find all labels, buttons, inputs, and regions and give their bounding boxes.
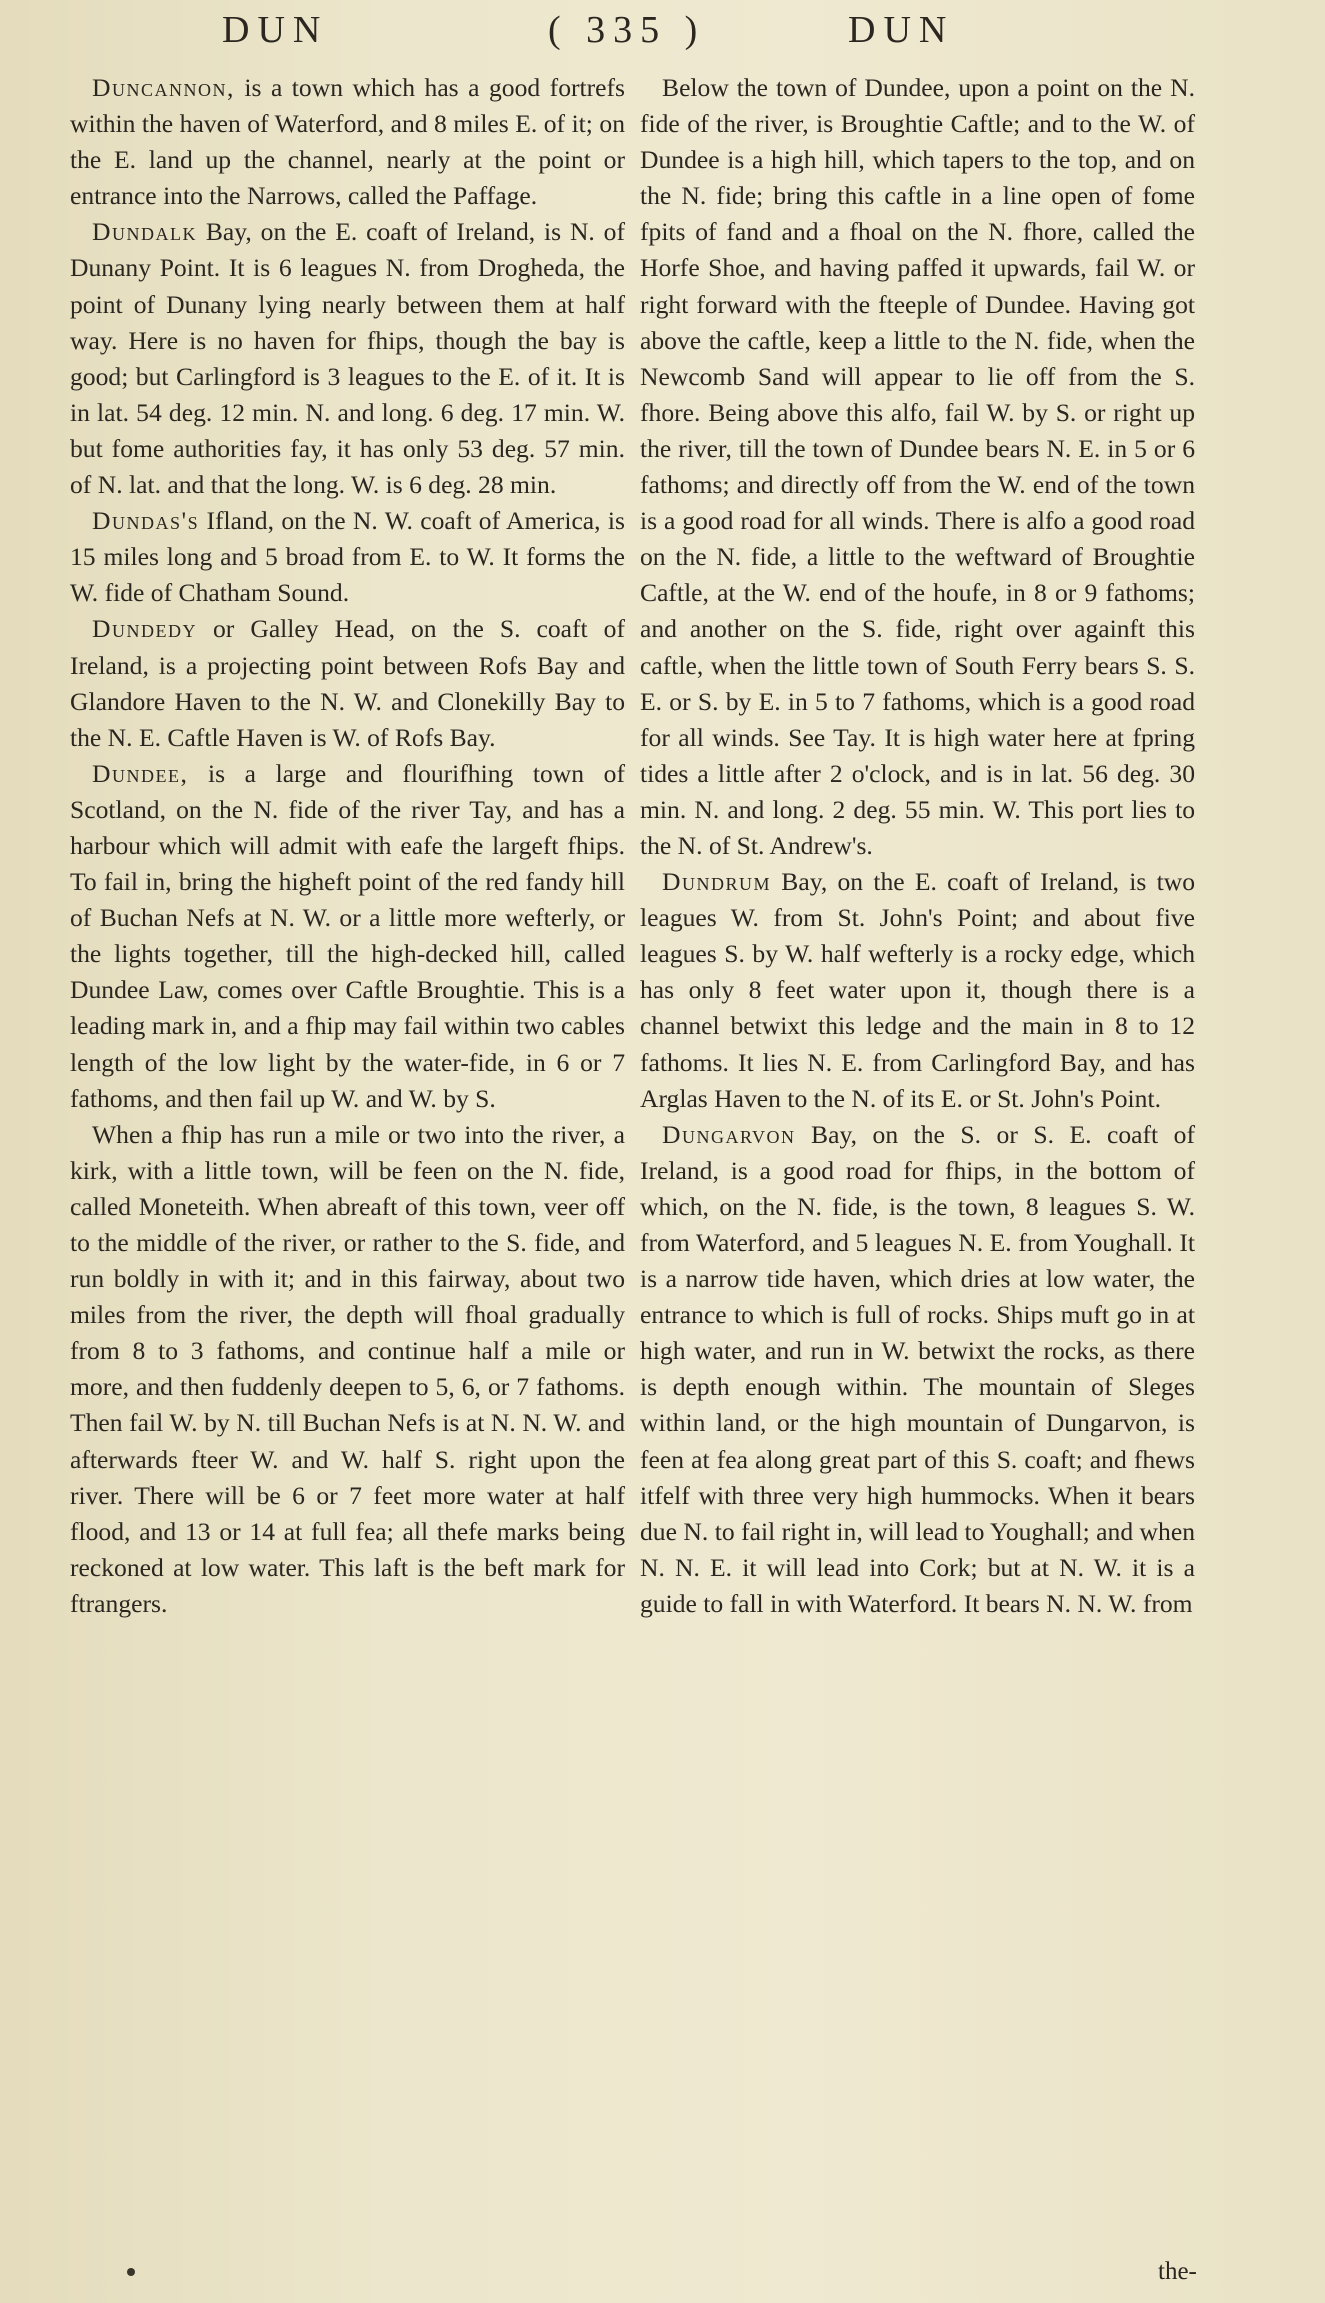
entry-head: Dungarvon [662,1119,796,1149]
entry-dundalk [70,214,625,503]
left-column [70,70,625,1622]
entry-dundas [70,503,625,611]
entry-dundee-continued [70,1117,625,1622]
entry-text: is a town which has a good fortrefs within the haven of Waterford, and 8 miles E. of it; on the E. land up the channel, nearly at the point or entrance into the Narrows, called the Paffage. [70,73,625,211]
entry-text: is a large and flourifhing town of Scotland, on the N. fide of the river Tay, and has a harbour which will admit with eafe the largeft fhips. To fail in, bring the higheft point of the red fandy hill of Buchan Nefs at N. W. or a little more wefterly, or the lights together, till the high-decked hill, called Dundee Law, comes over Caftle Broughtie. This is a leading mark in, and a fhip may fail within two cables length of the low light by the water-fide, in 6 or 7 fathoms, and then fail up W. and W. by S. [70,758,625,1113]
right-column [640,70,1195,1622]
entry-text: Bay, on the E. coaft of Ireland, is N. of Dunany Point. It is 6 leagues N. from Drogheda, the point of Dunany lying nearly between them at half way. Here is no haven for fhips, though the bay is good; but Carlingford is 3 leagues to the E. of it. It is in lat. 54 deg. 12 min. N. and long. 6 deg. 17 min. W. but fome authorities fay, it has only 53 deg. 57 min. of N. lat. and that the long. W. is 6 deg. 28 min. [70,217,625,500]
header-left-word: DUN [222,9,329,51]
entry-dundrum [640,864,1195,1117]
printer-mark [127,2268,135,2276]
entry-text: Below the town of Dundee, upon a point on the N. fide of the river, is Broughtie Caftle; and to the W. of Dundee is a high hill, which tapers to the top, and on the N. fide; bring this caftle in a line open of fome fpits of fand and a fhoal on the N. fhore, called the Horfe Shoe, and having paffed it upwards, fail W. or right forward with the fteeple of Dundee. Having got above the caftle, keep a little to the N. fide, when the Newcomb Sand will appear to lie off from the S. fhore. Being above this alfo, fail W. by S. or right up the river, till the town of Dundee bears N. E. in 5 or 6 fathoms; and directly off from the W. end of the town is a good road for all winds. There is alfo a good road on the N. fide, a little to the weftward of Broughtie Caftle, at the W. end of the houfe, in 8 or 9 fathoms; and another on the S. fide, right over againft this caftle, when the little town of South Ferry bears S. S. E. or S. by E. in 5 to 7 fathoms, which is a good road for all winds. See Tay. It is high water here at fpring tides a little after 2 o'clock, and is in lat. 56 deg. 30 min. N. and long. 2 deg. 55 min. W. This port lies to the N. of St. Andrew's. [640,73,1195,860]
entry-duncannon [70,70,625,214]
entry-text: Bay, on the E. coaft of Ireland, is two leagues W. from St. John's Point; and about five leagues S. by W. half wefterly is a rocky edge, which has only 8 feet water upon it, though there is a channel betwixt this ledge and the main in 8 to 12 fathoms. It lies N. E. from Carlingford Bay, and has Arglas Haven to the N. of its E. or St. John's Point. [640,867,1195,1113]
entry-dundedy [70,611,625,755]
entry-head: Dundalk [92,217,197,247]
entry-head: Dundas's [92,506,200,536]
entry-text: When a fhip has run a mile or two into the river, a kirk, with a little town, will be feen on the N. fide, called Moneteith. When abreaft of this town, veer off to the middle of the river, or rather to the S. fide, and run boldly in with it; and in this fairway, about two miles from the river, the depth will fhoal gradually from 8 to 3 fathoms, and continue half a mile or more, and then fuddenly deepen to 5, 6, or 7 fathoms. Then fail W. by N. till Buchan Nefs is at N. N. W. and afterwards fteer W. and W. half S. right upon the river. There will be 6 or 7 feet more water at half flood, and 13 or 14 at full fea; all thefe marks being reckoned at low water. This laft is the beft mark for ftrangers. [70,1119,625,1618]
running-header [0,8,1325,64]
entry-text: or Galley Head, on the S. coaft of Ireland, is a projecting point between Rofs Bay and Glandore Haven to the N. W. and Clonekilly Bay to the N. E. Caftle Haven is W. of Rofs Bay. [70,614,625,752]
entry-dundee-below [640,70,1195,864]
entry-text: Bay, on the S. or S. E. coaft of Ireland, is a good road for fhips, in the bottom of which, on the N. fide, is the town, 8 leagues S. W. from Waterford, and 5 leagues N. E. from Youghall. It is a narrow tide haven, which dries at low water, the entrance to which is full of rocks. Ships muft go in at high water, and run in W. betwixt the rocks, as there is depth enough within. The mountain of Sleges within land, or the high mountain of Dungarvon, is feen at fea along great part of this S. coaft; and fhews itfelf with three very high hummocks. When it bears due N. to fail right in, will lead to Youghall; and when N. N. E. it will lead into Cork; but at N. W. it is a guide to fall in with Waterford. It bears N. N. W. from [640,1119,1195,1618]
entry-head: Dundee, [92,758,189,788]
entry-head: Dundrum [662,867,771,897]
catchword: the- [1158,2258,1197,2285]
page-number: ( 335 ) [548,9,706,51]
entry-text: Ifland, on the N. W. coaft of America, is 15 miles long and 5 broad from E. to W. It forms the W. fide of Chatham Sound. [70,506,625,608]
entry-head: Dundedy [92,614,197,644]
header-right-word: DUN [848,9,955,51]
entry-dungarvon [640,1117,1195,1622]
entry-head: Duncannon, [92,73,235,102]
entry-dundee [70,756,625,1117]
